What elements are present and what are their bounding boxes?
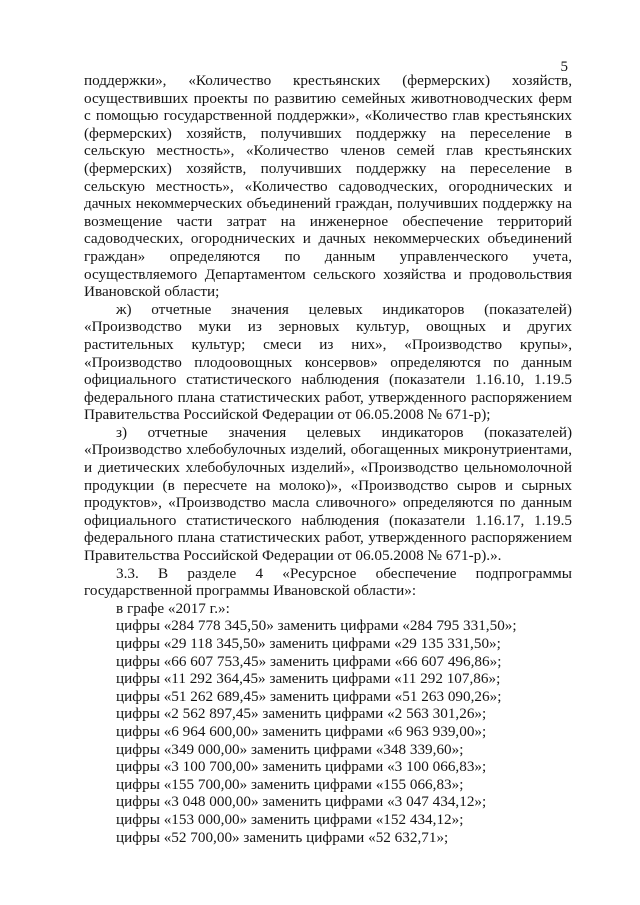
replacement-item: цифры «153 000,00» заменить цифрами «152 434,12»;: [116, 810, 464, 828]
paragraph-item-z: з) отчетные значения целевых индикаторов (показателей) «Производство хлебобулочных изделий, обогащенных микронутриентами, и диетических хлебобулочных изделий», «Производство цельномолочной продукции (в пересчете на молоко)», «Производство сыров и сырных продуктов», «Производство масла сливочного» определяются по данным официального статистического наблюдения (показатели 1.16.17, 1.19.5 федерального плана статистических работ, утвержденного распоряжением Правительства Российской Федерации от 06.05.2008 № 671-р).».: [84, 423, 572, 565]
replacement-item: цифры «284 778 345,50» заменить цифрами «284 795 331,50»;: [116, 617, 517, 635]
replacement-item: цифры «3 048 000,00» заменить цифрами «3 047 434,12»;: [116, 793, 487, 811]
replacement-item: цифры «3 100 700,00» заменить цифрами «3 100 066,83»;: [116, 758, 487, 776]
replacement-item: цифры «2 562 897,45» заменить цифрами «2 563 301,26»;: [116, 705, 487, 723]
paragraph-item-zh: ж) отчетные значения целевых индикаторов (показателей) «Производство муки из зерновых культур, овощных и других растительных культур; смеси из них», «Производство крупы», «Производство плодоовощных консервов» определяются по данным официального статистического наблюдения (показатели 1.16.10, 1.19.5 федерального плана статистических работ, утвержденного распоряжением Правительства Российской Федерации от 06.05.2008 № 671-р);: [84, 300, 572, 424]
replacement-item: цифры «11 292 364,45» заменить цифрами «11 292 107,86»;: [116, 670, 501, 688]
replacement-item: цифры «6 964 600,00» заменить цифрами «6 963 939,00»;: [116, 722, 487, 740]
replacement-item: цифры «51 262 689,45» заменить цифрами «51 263 090,26»;: [116, 687, 502, 705]
page-number: 5: [560, 59, 568, 75]
paragraph-column-2017: в графе «2017 г.»:: [116, 599, 230, 617]
paragraph-indicators-continuation: поддержки», «Количество крестьянских (фермерских) хозяйств, осуществивших проекты по развитию семейных животноводческих ферм с помощью государственной поддержки», «Количество глав крестьянских (фермерских) хозяйств, получивших поддержку на переселение в сельскую местность», «Количество членов семей глав крестьянских (фермерских) хозяйств, получивших поддержку на переселение в сельскую местность», «Количество садоводческих, огороднических и дачных некоммерческих объединений граждан, получивших поддержку на возмещение части затрат на инженерное обеспечение территорий садоводческих, огороднических и дачных некоммерческих объединений граждан» определяются по данным управленческого учета, осуществляемого Департаментом сельского хозяйства и продовольствия Ивановской области;: [84, 72, 572, 301]
replacement-item: цифры «29 118 345,50» заменить цифрами «29 135 331,50»;: [116, 635, 501, 652]
replacement-item: цифры «52 700,00» заменить цифрами «52 632,71»;: [116, 828, 449, 846]
paragraph-section-3-3: 3.3. В разделе 4 «Ресурсное обеспечение подпрограммы государственной программы Ивановской области»:: [84, 564, 572, 600]
replacement-item: цифры «66 607 753,45» заменить цифрами «66 607 496,86»;: [116, 652, 502, 670]
replacement-item: цифры «155 700,00» заменить цифрами «155 066,83»;: [116, 775, 464, 793]
replacement-item: цифры «349 000,00» заменить цифрами «348 339,60»;: [116, 740, 464, 758]
document-body: [84, 72, 572, 846]
replacement-list: [84, 617, 572, 846]
